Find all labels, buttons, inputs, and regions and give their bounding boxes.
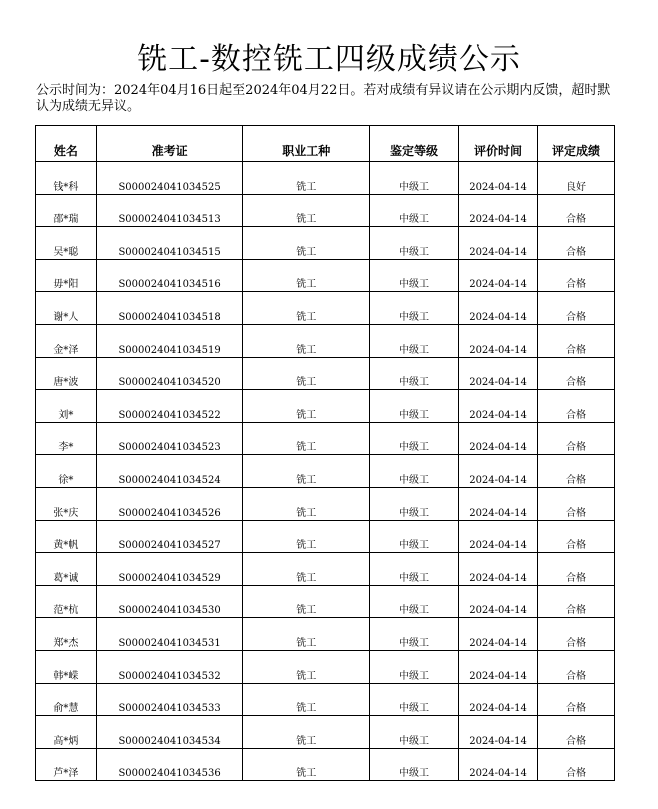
cell-name: 吴*聪 (36, 227, 97, 260)
cell-result: 合格 (538, 292, 615, 325)
cell-occupation: 铣工 (243, 748, 370, 781)
cell-evaluation-date: 2024-04-14 (459, 520, 538, 553)
cell-grade-level: 中级工 (370, 748, 459, 781)
cell-evaluation-date: 2024-04-14 (459, 259, 538, 292)
table-row (36, 650, 615, 683)
cell-occupation: 铣工 (243, 520, 370, 553)
cell-result: 合格 (538, 324, 615, 357)
cell-occupation: 铣工 (243, 390, 370, 423)
cell-occupation: 铣工 (243, 324, 370, 357)
cell-ticket-number: S000024041034522 (96, 390, 243, 423)
header-result: 评定成绩 (538, 126, 615, 162)
cell-name: 徐* (36, 455, 97, 488)
cell-name: 刘* (36, 390, 97, 423)
cell-grade-level: 中级工 (370, 650, 459, 683)
cell-ticket-number: S000024041034530 (96, 585, 243, 618)
cell-grade-level: 中级工 (370, 618, 459, 651)
table-row (36, 585, 615, 618)
table-row (36, 324, 615, 357)
cell-occupation: 铣工 (243, 683, 370, 716)
table-header-row (36, 126, 615, 162)
table-row (36, 553, 615, 586)
cell-occupation: 铣工 (243, 422, 370, 455)
cell-occupation: 铣工 (243, 227, 370, 260)
cell-result: 合格 (538, 716, 615, 749)
cell-evaluation-date: 2024-04-14 (459, 618, 538, 651)
cell-result: 合格 (538, 422, 615, 455)
table-row (36, 227, 615, 260)
cell-result: 合格 (538, 650, 615, 683)
table-row (36, 162, 615, 195)
cell-name: 金*泽 (36, 324, 97, 357)
cell-ticket-number: S000024041034531 (96, 618, 243, 651)
cell-occupation: 铣工 (243, 716, 370, 749)
cell-evaluation-date: 2024-04-14 (459, 357, 538, 390)
cell-evaluation-date: 2024-04-14 (459, 716, 538, 749)
cell-grade-level: 中级工 (370, 390, 459, 423)
cell-name: 韩*嵘 (36, 650, 97, 683)
cell-name: 李* (36, 422, 97, 455)
table-row (36, 422, 615, 455)
cell-ticket-number: S000024041034529 (96, 553, 243, 586)
table-row (36, 748, 615, 781)
cell-occupation: 铣工 (243, 553, 370, 586)
cell-result: 合格 (538, 227, 615, 260)
cell-ticket-number: S000024041034525 (96, 162, 243, 195)
cell-occupation: 铣工 (243, 618, 370, 651)
cell-grade-level: 中级工 (370, 455, 459, 488)
cell-name: 邵*瑞 (36, 194, 97, 227)
cell-occupation: 铣工 (243, 162, 370, 195)
cell-ticket-number: S000024041034532 (96, 650, 243, 683)
cell-grade-level: 中级工 (370, 716, 459, 749)
cell-result: 合格 (538, 520, 615, 553)
cell-occupation: 铣工 (243, 455, 370, 488)
cell-ticket-number: S000024041034526 (96, 487, 243, 520)
cell-occupation: 铣工 (243, 357, 370, 390)
cell-grade-level: 中级工 (370, 357, 459, 390)
cell-name: 范*杭 (36, 585, 97, 618)
cell-evaluation-date: 2024-04-14 (459, 553, 538, 586)
cell-ticket-number: S000024041034515 (96, 227, 243, 260)
cell-grade-level: 中级工 (370, 585, 459, 618)
header-name: 姓名 (36, 126, 97, 162)
notice-text: 公示时间为：2024年04月16日起至2024年04月22日。若对成绩有异议请在公示期内反馈，超时默认为成绩无异议。 (36, 83, 611, 114)
cell-grade-level: 中级工 (370, 683, 459, 716)
table-row (36, 487, 615, 520)
table-row (36, 357, 615, 390)
cell-grade-level: 中级工 (370, 422, 459, 455)
results-table (35, 125, 615, 781)
cell-ticket-number: S000024041034520 (96, 357, 243, 390)
cell-ticket-number: S000024041034536 (96, 748, 243, 781)
cell-name: 毋*阳 (36, 259, 97, 292)
cell-ticket-number: S000024041034518 (96, 292, 243, 325)
cell-occupation: 铣工 (243, 292, 370, 325)
table-row (36, 618, 615, 651)
table-row (36, 683, 615, 716)
cell-occupation: 铣工 (243, 194, 370, 227)
cell-evaluation-date: 2024-04-14 (459, 683, 538, 716)
cell-result: 良好 (538, 162, 615, 195)
cell-evaluation-date: 2024-04-14 (459, 162, 538, 195)
cell-result: 合格 (538, 683, 615, 716)
cell-result: 合格 (538, 487, 615, 520)
cell-result: 合格 (538, 618, 615, 651)
table-row (36, 455, 615, 488)
cell-occupation: 铣工 (243, 650, 370, 683)
table-row (36, 716, 615, 749)
table-row (36, 292, 615, 325)
cell-ticket-number: S000024041034527 (96, 520, 243, 553)
cell-grade-level: 中级工 (370, 227, 459, 260)
cell-name: 高*炳 (36, 716, 97, 749)
cell-evaluation-date: 2024-04-14 (459, 650, 538, 683)
cell-result: 合格 (538, 194, 615, 227)
cell-grade-level: 中级工 (370, 194, 459, 227)
cell-name: 俞*慧 (36, 683, 97, 716)
cell-evaluation-date: 2024-04-14 (459, 422, 538, 455)
cell-ticket-number: S000024041034523 (96, 422, 243, 455)
cell-evaluation-date: 2024-04-14 (459, 292, 538, 325)
table-row (36, 390, 615, 423)
cell-grade-level: 中级工 (370, 487, 459, 520)
table-body (36, 162, 615, 781)
cell-ticket-number: S000024041034513 (96, 194, 243, 227)
table-row (36, 259, 615, 292)
header-grade-level: 鉴定等级 (370, 126, 459, 162)
cell-name: 芦*泽 (36, 748, 97, 781)
cell-grade-level: 中级工 (370, 324, 459, 357)
cell-ticket-number: S000024041034534 (96, 716, 243, 749)
table-row (36, 520, 615, 553)
cell-result: 合格 (538, 390, 615, 423)
cell-name: 钱*科 (36, 162, 97, 195)
cell-evaluation-date: 2024-04-14 (459, 324, 538, 357)
header-occupation: 职业工种 (243, 126, 370, 162)
cell-occupation: 铣工 (243, 585, 370, 618)
cell-grade-level: 中级工 (370, 292, 459, 325)
cell-name: 张*庆 (36, 487, 97, 520)
cell-ticket-number: S000024041034524 (96, 455, 243, 488)
cell-name: 郑*杰 (36, 618, 97, 651)
cell-result: 合格 (538, 553, 615, 586)
table-row (36, 194, 615, 227)
page-title: 铣工-数控铣工四级成绩公示 (137, 42, 521, 77)
cell-evaluation-date: 2024-04-14 (459, 390, 538, 423)
cell-evaluation-date: 2024-04-14 (459, 748, 538, 781)
cell-ticket-number: S000024041034519 (96, 324, 243, 357)
cell-result: 合格 (538, 748, 615, 781)
cell-evaluation-date: 2024-04-14 (459, 455, 538, 488)
cell-evaluation-date: 2024-04-14 (459, 585, 538, 618)
cell-result: 合格 (538, 357, 615, 390)
cell-ticket-number: S000024041034516 (96, 259, 243, 292)
header-ticket-number: 准考证 (96, 126, 243, 162)
cell-name: 唐*波 (36, 357, 97, 390)
cell-grade-level: 中级工 (370, 162, 459, 195)
cell-evaluation-date: 2024-04-14 (459, 194, 538, 227)
cell-result: 合格 (538, 585, 615, 618)
header-evaluation-date: 评价时间 (459, 126, 538, 162)
cell-result: 合格 (538, 455, 615, 488)
cell-result: 合格 (538, 259, 615, 292)
cell-occupation: 铣工 (243, 259, 370, 292)
cell-occupation: 铣工 (243, 487, 370, 520)
cell-name: 黄*帆 (36, 520, 97, 553)
cell-name: 葛*诚 (36, 553, 97, 586)
cell-grade-level: 中级工 (370, 259, 459, 292)
cell-grade-level: 中级工 (370, 553, 459, 586)
cell-name: 谢*人 (36, 292, 97, 325)
cell-ticket-number: S000024041034533 (96, 683, 243, 716)
cell-evaluation-date: 2024-04-14 (459, 487, 538, 520)
cell-grade-level: 中级工 (370, 520, 459, 553)
cell-evaluation-date: 2024-04-14 (459, 227, 538, 260)
